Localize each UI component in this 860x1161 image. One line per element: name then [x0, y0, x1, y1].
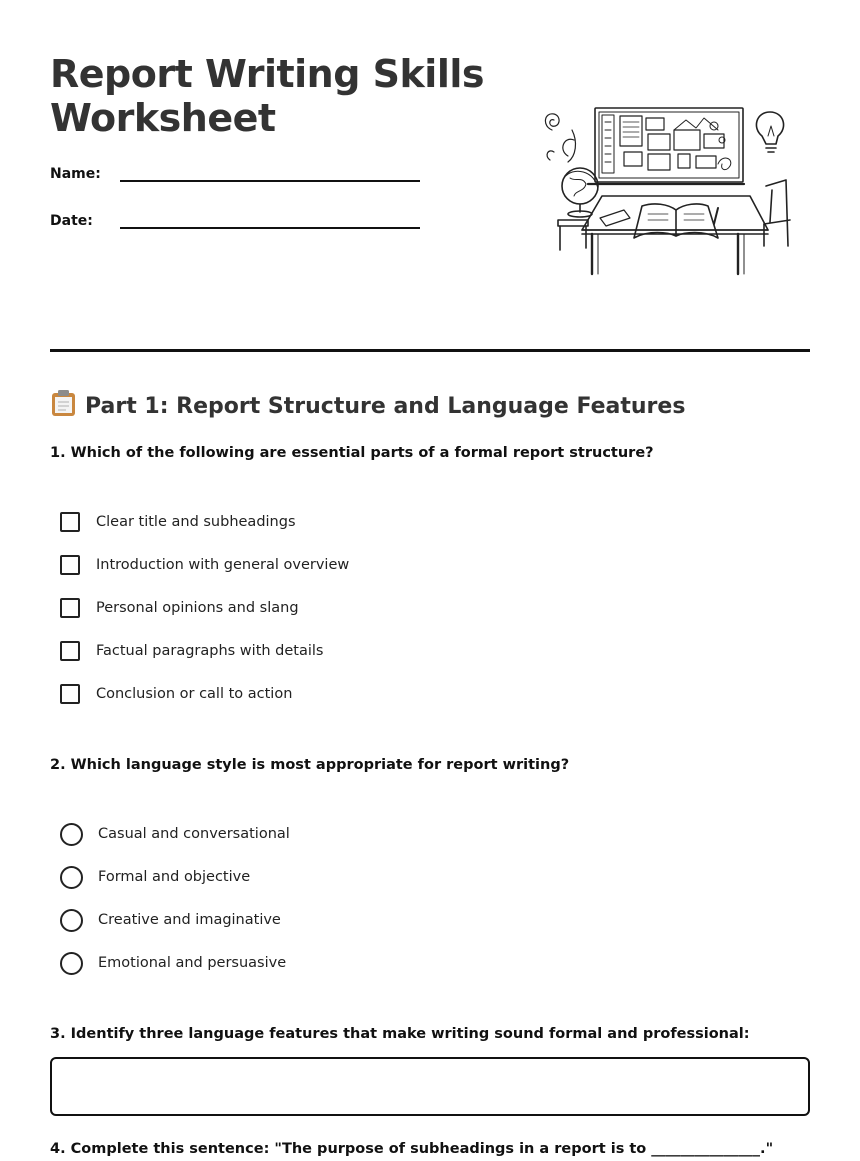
part-1-title: Part 1: Report Structure and Language Features [85, 394, 686, 419]
part-1-heading [50, 389, 685, 423]
q2-option-3[interactable] [60, 908, 281, 932]
question-1: 1. Which of the following are essential parts of a formal report structure? [50, 445, 654, 461]
date-input-line[interactable] [120, 227, 420, 229]
q1-option-label: Clear title and subheadings [96, 514, 296, 530]
q2-option-2[interactable] [60, 865, 250, 889]
classroom-desk-illustration [538, 100, 794, 280]
title-line-1: Report Writing Skills [50, 52, 484, 96]
q1-option-5[interactable] [60, 682, 292, 706]
q1-option-label: Introduction with general overview [96, 557, 350, 573]
checkbox[interactable] [60, 598, 80, 618]
q1-option-3[interactable] [60, 596, 299, 620]
name-label: Name: [50, 166, 101, 182]
q1-option-label: Conclusion or call to action [96, 686, 293, 702]
section-divider [50, 349, 810, 352]
q2-option-label: Creative and imaginative [98, 912, 281, 928]
radio-button[interactable] [60, 909, 83, 932]
q2-option-label: Casual and conversational [98, 826, 290, 842]
checkbox[interactable] [60, 512, 80, 532]
checkbox[interactable] [60, 641, 80, 661]
title-line-2: Worksheet [50, 96, 276, 140]
checkbox[interactable] [60, 684, 80, 704]
q2-option-label: Formal and objective [98, 869, 251, 885]
date-field [50, 213, 120, 229]
radio-button[interactable] [60, 823, 83, 846]
question-2: 2. Which language style is most appropriate for report writing? [50, 757, 570, 773]
q1-option-2[interactable] [60, 553, 349, 577]
q1-option-4[interactable] [60, 639, 324, 663]
radio-button[interactable] [60, 952, 83, 975]
worksheet-title [50, 52, 484, 140]
name-field [50, 166, 120, 182]
checkbox[interactable] [60, 555, 80, 575]
question-3: 3. Identify three language features that make writing sound formal and professional: [50, 1026, 750, 1042]
q2-option-1[interactable] [60, 822, 290, 846]
q1-option-1[interactable] [60, 510, 296, 534]
name-input-line[interactable] [120, 180, 420, 182]
q3-answer-box[interactable] [50, 1057, 810, 1116]
clipboard-icon [50, 389, 77, 423]
date-label: Date: [50, 213, 93, 229]
q2-option-4[interactable] [60, 951, 286, 975]
radio-button[interactable] [60, 866, 83, 889]
q1-option-label: Personal opinions and slang [96, 600, 299, 616]
question-4: 4. Complete this sentence: "The purpose of subheadings in a report is to _______________." [50, 1141, 774, 1157]
q2-option-label: Emotional and persuasive [98, 955, 287, 971]
q1-option-label: Factual paragraphs with details [96, 643, 324, 659]
